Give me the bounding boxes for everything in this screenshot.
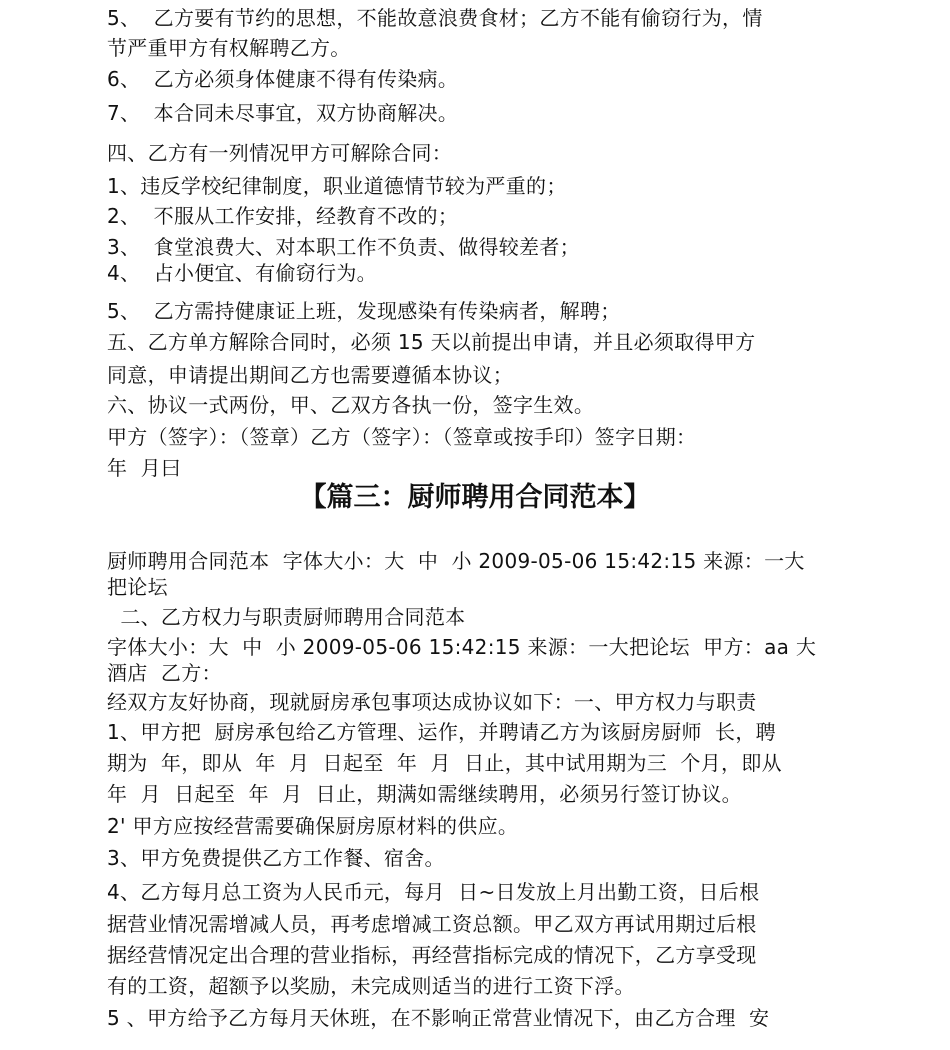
text-line: 经双方友好协商，现就厨房承包事项达成协议如下：一、甲方权力与职责 (107, 690, 757, 714)
text-line: 厨师聘用合同范本 字体大小：大 中 小 2009-05-06 15:42:15 来源：一大 (107, 549, 805, 573)
text-line: 四、乙方有一列情况甲方可解除合同： (107, 141, 453, 165)
section-heading: 【篇三：厨师聘用合同范本】 (299, 482, 651, 513)
text-line: 2' 甲方应按经营需要确保厨房原材料的供应。 (107, 814, 519, 838)
text-line: 3、甲方免费提供乙方工作餐、宿舍。 (107, 846, 445, 870)
text-line: 把论坛 (107, 575, 168, 599)
text-line: 5、 乙方需持健康证上班，发现感染有传染病者，解聘； (107, 299, 621, 323)
text-line: 7、 本合同未尽事宜，双方协商解决。 (107, 101, 459, 125)
text-line: 节严重甲方有权解聘乙方。 (107, 36, 351, 60)
text-line: 年 月 日起至 年 月 日止，期满如需继续聘用，必须另行签订协议。 (107, 782, 742, 806)
text-line: 2、 不服从工作安排，经教育不改的； (107, 204, 459, 228)
text-line: 字体大小：大 中 小 2009-05-06 15:42:15 来源：一大把论坛 甲方：aa 大 (107, 635, 817, 659)
text-line: 六、协议一式两份，甲、乙双方各执一份，签字生效。 (107, 393, 595, 417)
text-line: 6、 乙方必须身体健康不得有传染病。 (107, 67, 459, 91)
text-line: 五、乙方单方解除合同时，必须 15 天以前提出申请，并且必须取得甲方 (107, 330, 756, 354)
text-line: 5、 乙方要有节约的思想，不能故意浪费食材；乙方不能有偷窃行为，情 (107, 6, 763, 30)
text-line: 据营业情况需增减人员，再考虑增减工资总额。甲乙双方再试用期过后根 (107, 912, 757, 936)
text-line: 酒店 乙方： (107, 661, 222, 685)
text-line: 同意，申请提出期间乙方也需要遵循本协议； (107, 363, 513, 387)
text-line: 4、乙方每月总工资为人民币元，每月 日~日发放上月出勤工资，日后根 (107, 880, 760, 904)
text-line: 4、 占小便宜、有偷窃行为。 (107, 261, 377, 285)
text-line: 甲方（签字）：（签章）乙方（签字）：（签章或按手印）签字日期： (107, 425, 697, 449)
text-line: 5 、甲方给予乙方每月天休班，在不影响正常营业情况下，由乙方合理 安 (107, 1006, 770, 1030)
text-line: 1、甲方把 厨房承包给乙方管理、运作，并聘请乙方为该厨房厨师 长，聘 (107, 720, 776, 744)
text-line: 据经营情况定出合理的营业指标，再经营指标完成的情况下，乙方享受现 (107, 943, 757, 967)
text-line: 有的工资，超额予以奖励，未完成则适当的进行工资下浮。 (107, 974, 635, 998)
text-line: 年 月曰 (107, 456, 182, 480)
text-line: 二、乙方权力与职责厨师聘用合同范本 (107, 605, 466, 629)
text-line: 3、 食堂浪费大、对本职工作不负责、做得较差者； (107, 235, 580, 259)
text-line: 期为 年，即从 年 月 日起至 年 月 日止，其中试用期为三 个月，即从 (107, 751, 782, 775)
text-line: 1、违反学校纪律制度，职业道德情节较为严重的； (107, 174, 567, 198)
